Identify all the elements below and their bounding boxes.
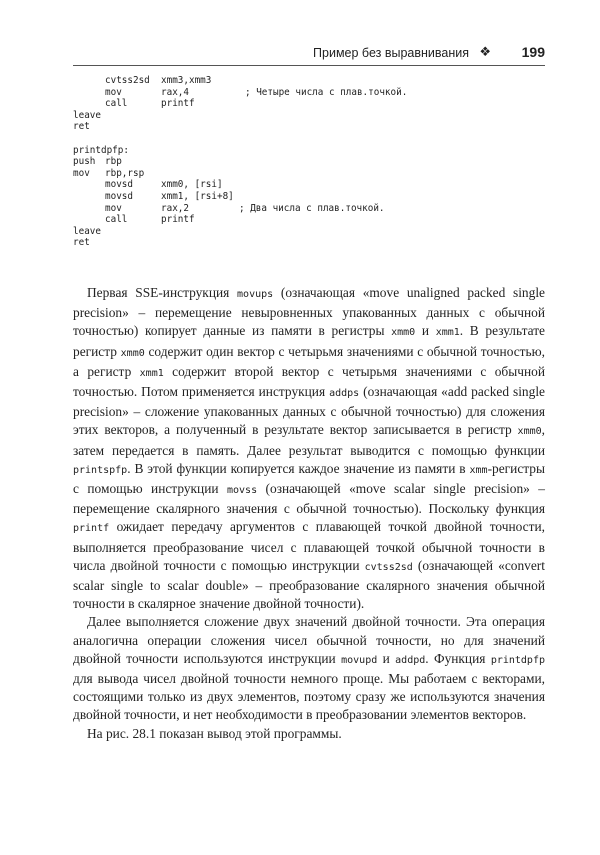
inline-code: movss [226, 485, 258, 497]
code-arg: rax,4 [161, 86, 189, 98]
code-op: push [73, 156, 96, 168]
code-line [73, 191, 545, 203]
inline-code: addpd [395, 654, 426, 666]
code-op: mov [105, 202, 122, 214]
code-listing [73, 75, 545, 249]
code-line [73, 110, 545, 122]
inline-code: printf [73, 523, 110, 535]
code-line [73, 168, 545, 180]
code-op: call [105, 214, 128, 226]
code-line [73, 98, 545, 110]
code-comment: ; Четыре числа с плав.точкой. [245, 86, 408, 98]
inline-code: xmm [469, 464, 488, 476]
code-line [73, 226, 545, 238]
inline-code: xmm1 [435, 327, 460, 339]
code-op: cvtss2sd [105, 75, 150, 86]
code-label: printdpfp: [73, 144, 129, 156]
code-op: movsd [105, 179, 133, 191]
running-header [73, 44, 545, 64]
code-op: mov [105, 86, 122, 98]
code-blank-line [73, 133, 545, 145]
inline-code: xmm0 [391, 327, 416, 339]
code-line [73, 156, 545, 168]
inline-code: addps [329, 388, 360, 400]
code-line [73, 75, 545, 87]
body-text [73, 284, 545, 743]
code-arg: rbp [105, 156, 122, 168]
code-op: call [105, 98, 128, 110]
code-arg: rbp,rsp [105, 167, 145, 179]
code-arg: rax,2 [161, 202, 189, 214]
header-rule [73, 65, 545, 66]
code-arg: xmm1, [rsi+8] [161, 190, 234, 202]
inline-code: xmm0 [120, 347, 145, 359]
paragraph: На рис. 28.1 показан вывод этой программы. [87, 725, 342, 741]
code-comment: ; Два числа с плав.точкой. [239, 202, 385, 214]
inline-code: cvtss2sd [364, 561, 413, 573]
code-op: ret [73, 121, 90, 133]
header-separator-icon: ❖ [479, 44, 491, 59]
inline-code: printdpfp [490, 654, 545, 666]
paragraph: Первая SSE-инструкция movups (означающая «move unaligned packed single precision» – перемещение невыровненных упакованных данных с обычной точностью) копирует данные из памяти в регистры xmm0 и xmm1. В результате регистр xmm0 содержит один вектор с четырьмя значениями с обычной точностью, а регистр xmm1 содержит второй вектор с четырьмя значениями с обычной точностью. Потом применяется инструкция addps (означающая «add packed single precision» – сложение упакованных данных с обычной точностью) для сложения этих векторов, а полученный в результате вектор записывается в регистр xmm0, затем передается в память. Далее результат выводится с помощью функции printspfp. В этой функции копируется каждое значение из памяти в xmm-регистры с помощью инструкции movss (означающей «move scalar single precision» – перемещение скалярного значения с обычной точностью). Поскольку функция printf ожидает передачу аргументов с плавающей точкой двойной точности, выполняется преобразование чисел с плавающей точкой обычной точности в числа двойной точности с помощью инструкции cvtss2sd (означающей «convert scalar single to scalar double» – преобразование скалярного значения обычной точности в скалярное значение двойной точности). [73, 285, 546, 612]
paragraph: Далее выполняется сложение двух значений двойной точности. Эта операция аналогична операции сложения чисел обычной точности, но для значений двойной точности используются инструкции movupd и addpd. Функция printdpfp для вывода чисел двойной точности немного проще. Мы работаем с векторами, состоящими только из двух элементов, поэтому сразу же используются значения двойной точности, и нет необходимости в преобразовании элементов векторов. [73, 614, 545, 723]
code-line [73, 237, 545, 249]
inline-code: xmm1 [139, 367, 164, 379]
code-arg: printf [161, 98, 195, 110]
inline-code: movups [237, 289, 274, 300]
inline-code: movupd [341, 654, 378, 666]
code-op: movsd [105, 190, 133, 202]
code-arg: xmm3,xmm3 [161, 75, 212, 86]
code-op: leave [73, 109, 101, 121]
code-line [73, 145, 545, 157]
inline-code: printspfp [73, 464, 128, 476]
code-arg: printf [161, 214, 195, 226]
header-title: Пример без выравнивания [313, 46, 469, 60]
code-op: leave [73, 225, 101, 237]
code-line [73, 121, 545, 133]
code-op: mov [73, 167, 90, 179]
page-number: 199 [521, 44, 545, 60]
code-line [73, 203, 545, 215]
code-line [73, 87, 545, 99]
code-line [73, 214, 545, 226]
code-line [73, 179, 545, 191]
code-op: ret [73, 237, 90, 249]
inline-code: xmm0 [517, 426, 542, 438]
code-arg: xmm0, [rsi] [161, 179, 223, 191]
